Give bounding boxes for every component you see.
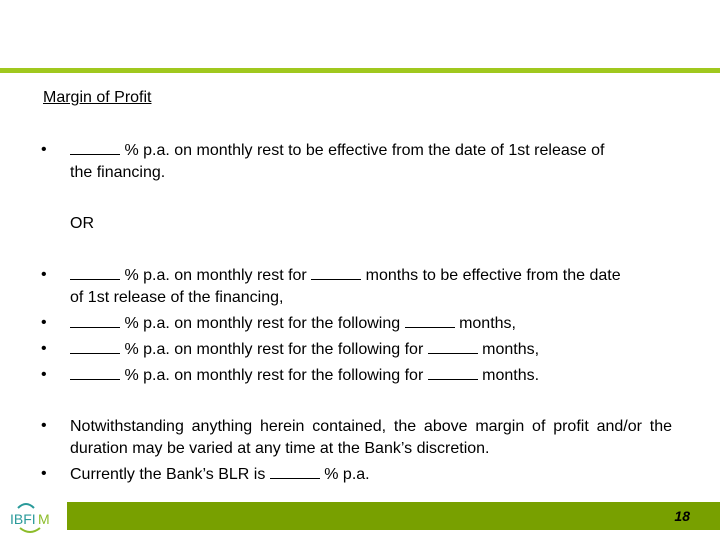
bullet: • xyxy=(41,314,47,331)
blank-field xyxy=(70,313,120,328)
svg-text:M: M xyxy=(38,511,50,527)
item-text: % p.a. xyxy=(324,466,370,483)
item-text: months, xyxy=(482,341,540,358)
blank-field xyxy=(311,265,361,280)
blank-field xyxy=(70,140,120,155)
bullet: • xyxy=(41,366,47,383)
blank-field xyxy=(270,464,320,479)
item-text: Currently the Bank’s BLR is xyxy=(70,466,266,483)
item-text: months, xyxy=(459,315,516,332)
item-text: of 1st release of the financing, xyxy=(70,289,284,306)
item-text: months to be effective from the date xyxy=(365,267,621,284)
item-text: Notwithstanding anything herein contained, the above margin of profit and/or the duration may be varied at any time at the Bank’s discretion. xyxy=(70,418,672,457)
or-label: OR xyxy=(70,215,94,232)
item-text: months. xyxy=(482,367,540,384)
blank-field xyxy=(428,339,478,354)
blank-field xyxy=(70,365,120,380)
blank-field xyxy=(70,339,120,354)
bullet: • xyxy=(41,266,47,283)
page-number: 18 xyxy=(674,508,690,524)
item-text: % p.a. on monthly rest for the following for xyxy=(124,341,424,358)
list-item xyxy=(70,365,539,387)
blank-field xyxy=(70,265,120,280)
list-item xyxy=(70,140,604,162)
list-item xyxy=(70,339,539,361)
footer-bar xyxy=(67,502,720,530)
bullet: • xyxy=(41,417,47,434)
bullet: • xyxy=(41,141,47,158)
item-text: % p.a. on monthly rest for the following xyxy=(124,315,401,332)
item-text: the financing. xyxy=(70,164,166,181)
top-accent-bar xyxy=(0,68,720,73)
blank-field xyxy=(405,313,455,328)
svg-text:IBFI: IBFI xyxy=(10,511,36,527)
list-item xyxy=(70,464,370,486)
item-text: % p.a. on monthly rest for the following for xyxy=(124,367,424,384)
bullet: • xyxy=(41,465,47,482)
section-title: Margin of Profit xyxy=(43,89,152,106)
bullet: • xyxy=(41,340,47,357)
item-text: % p.a. on monthly rest for xyxy=(124,267,307,284)
blank-field xyxy=(428,365,478,380)
item-text: % p.a. on monthly rest to be effective from the date of 1st release of xyxy=(124,142,605,159)
list-item xyxy=(70,313,516,335)
list-item xyxy=(70,265,621,287)
ibfim-logo xyxy=(6,498,56,536)
